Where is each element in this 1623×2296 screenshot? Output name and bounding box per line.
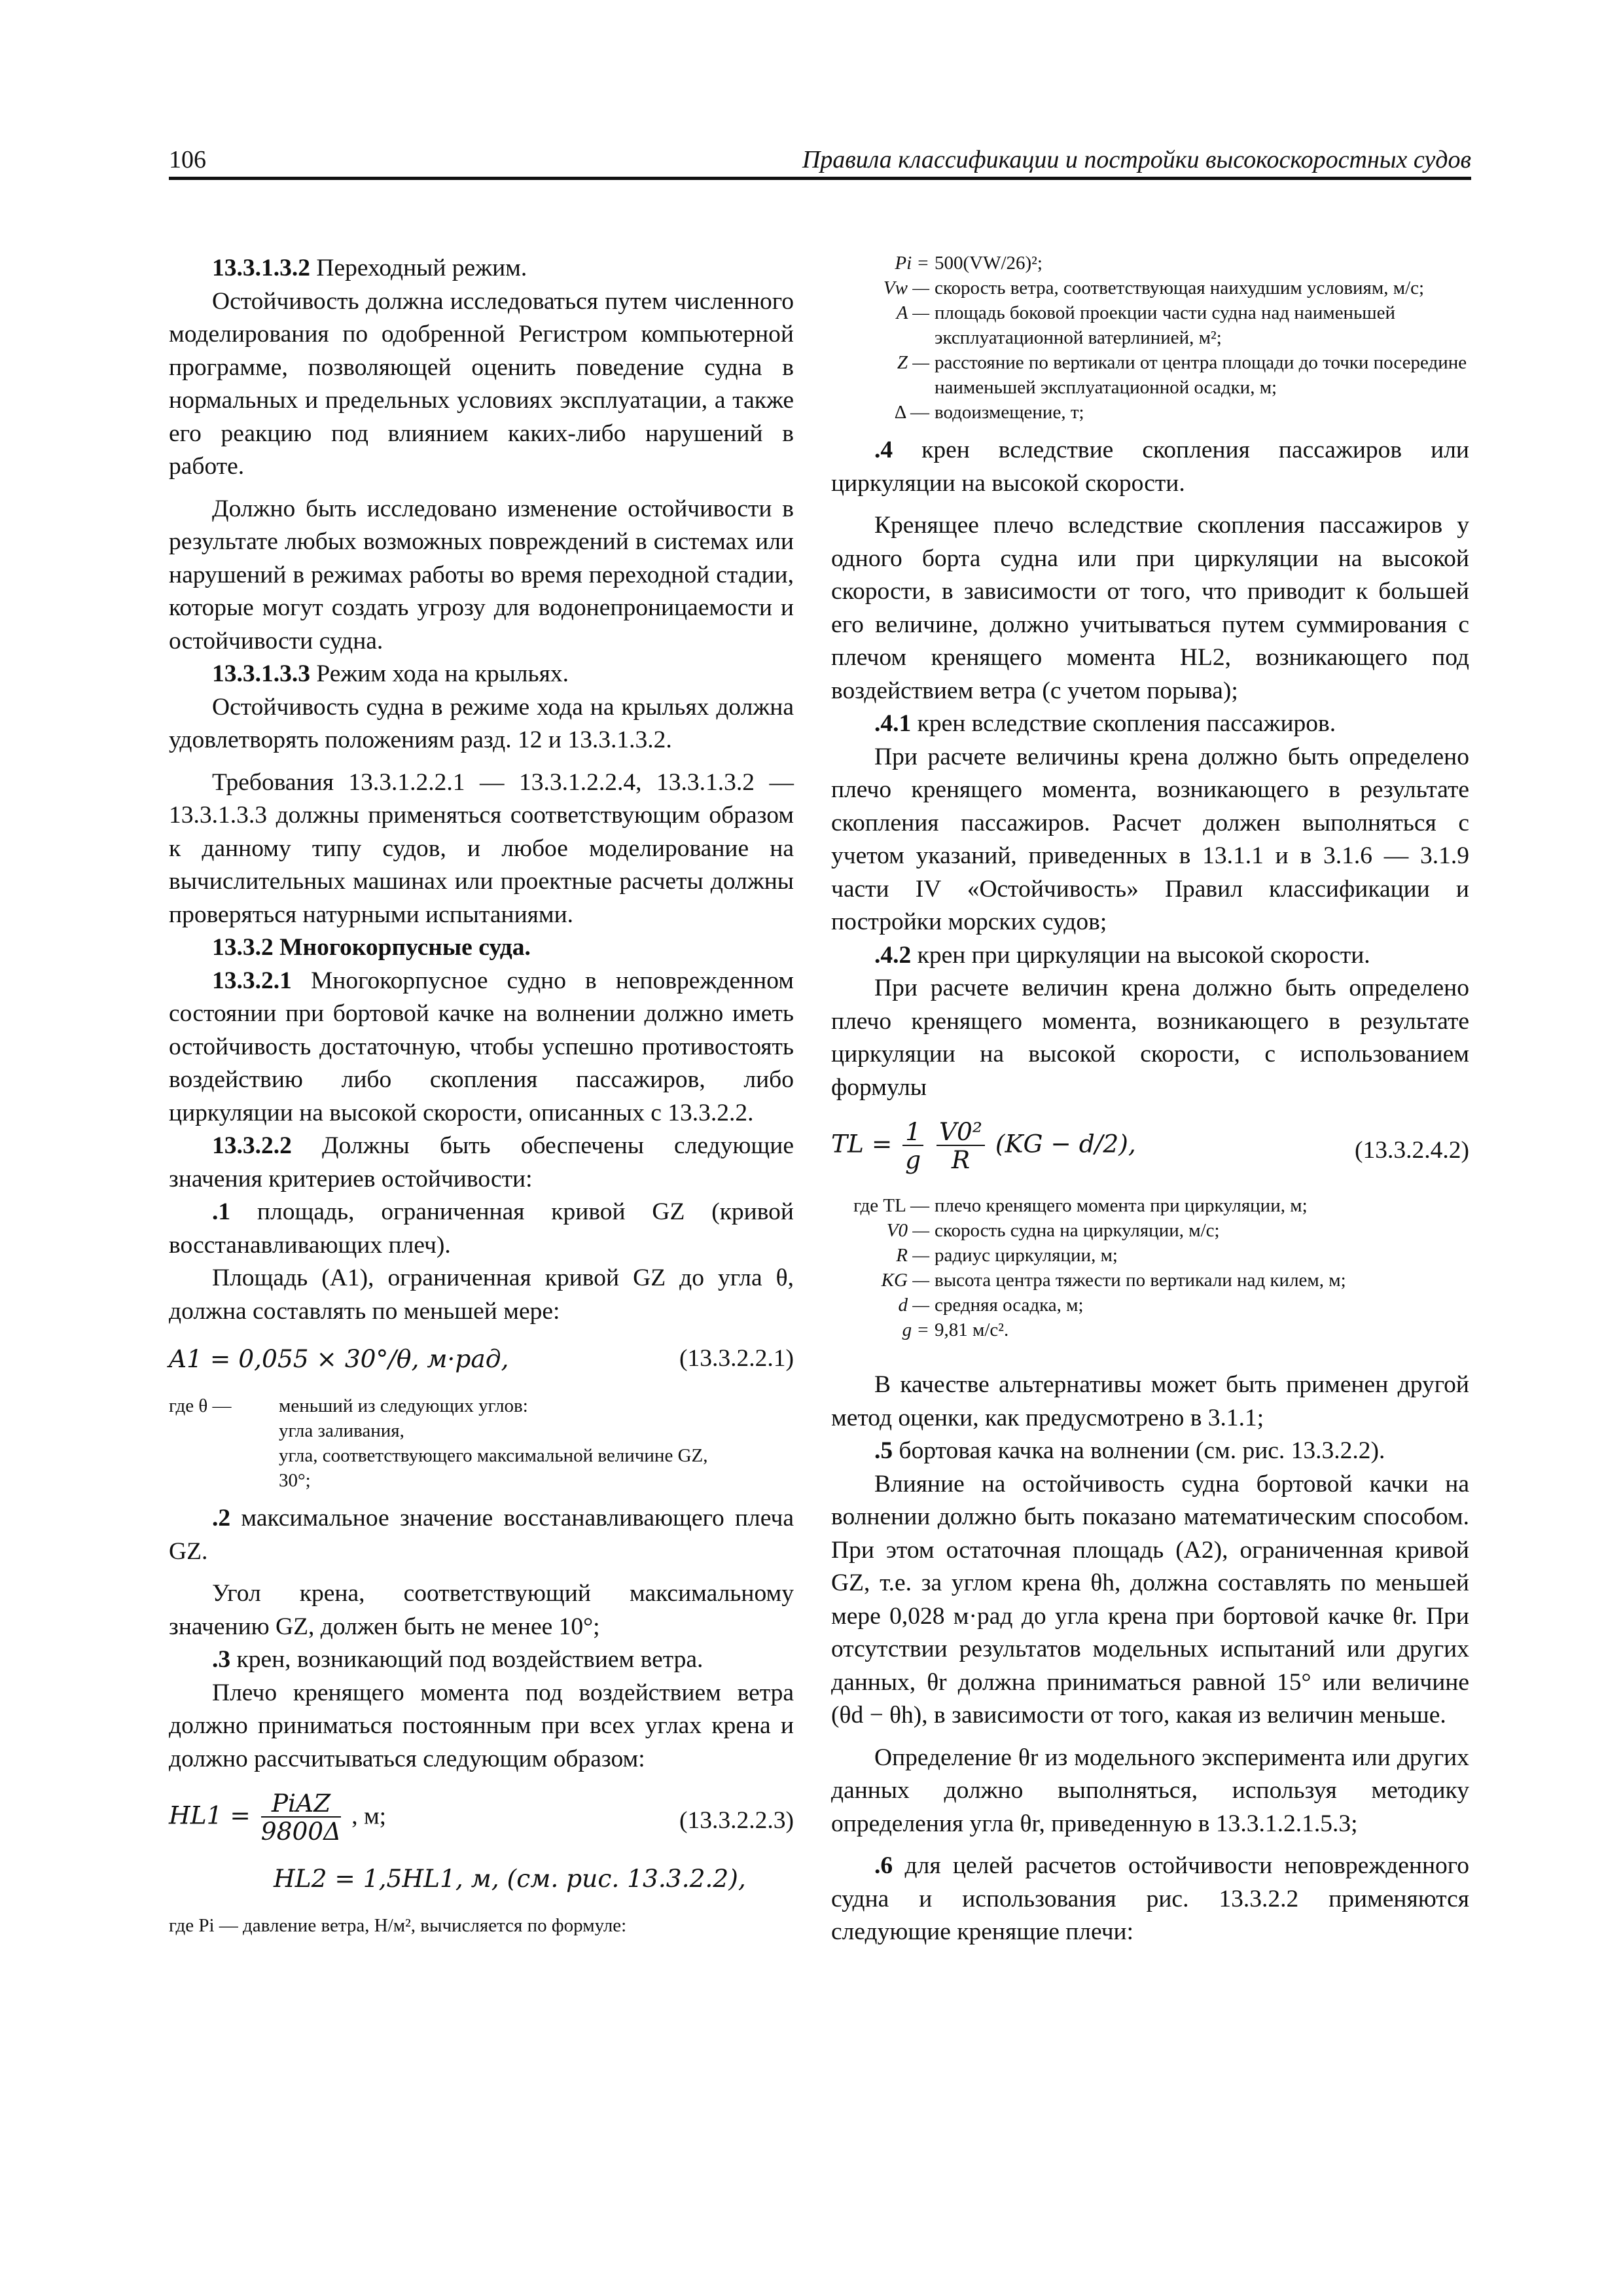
formula-body: TL = $\frac{1}{g}$ $\frac{\text{V0²}}{R}$ (KG − d/2),: [831, 1117, 1136, 1174]
header-rule: [169, 177, 1471, 180]
formula-number: (13.3.2.4.2): [1355, 1137, 1469, 1164]
paragraph: Влияние на остойчивость судна бортовой качки на волнении должно быть показано математическим способом. При этом остаточная площадь (A2), ограниченная кривой GZ, т.е. за углом крена θh, должна составлять по меньшей мере 0,028 м·рад до угла крена при бортовой качке θr. При отсутствии результатов модельных испытаний или других данных, θr должна приниматься равной 15° или величине (θd − θh), в зависимости от того, какая из величин меньше.: [831, 1470, 1469, 1729]
list-item: .3 крен, возникающий под воздействием ветра.: [212, 1646, 704, 1673]
paragraph: Площадь (A1), ограниченная кривой GZ до угла θ, должна составлять по меньшей мере:: [169, 1265, 794, 1325]
list-item: .1 площадь, ограниченная кривой GZ (кривой восстанавливающих плеч).: [169, 1198, 794, 1259]
formula: [169, 1862, 794, 1904]
list-item: .5 бортовая качка на волнении (см. рис. 13.3.2.2).: [874, 1437, 1385, 1464]
page-number: 106: [169, 146, 206, 173]
paragraph: Остойчивость судна в режиме хода на крыльях должна удовлетворять положениям разд. 12 и 13.3.1.3.2.: [169, 693, 794, 753]
right-column: [831, 252, 1469, 1949]
formula: [169, 1790, 794, 1853]
formula-legend: Pi = 500(VW/26)²; Vw — скорость ветра, соответствующая наихудшим условиям, м/с; A — площадь боковой проекции части судна над наименьшей эксплуатационной ватерлинией, м²; Z — расстояние по вертикали от центра площади до точки посередине наименьшей эксплуатационной осадки, м; Δ — водоизмещение, т;: [883, 253, 1467, 423]
list-item: .4.1 крен вследствие скопления пассажиров.: [874, 710, 1336, 737]
formula: [831, 1119, 1469, 1184]
formula-body: A1 = 0,055 × 30°/θ, м·рад,: [169, 1344, 509, 1373]
running-title: Правила классификации и постройки высокоскоростных судов: [802, 146, 1471, 173]
left-column: [169, 252, 794, 1945]
formula: [169, 1342, 794, 1384]
section-heading: 13.3.1.3.3 Режим хода на крыльях.: [212, 660, 569, 687]
paragraph: Плечо кренящего момента под воздействием ветра должно приниматься постоянным при всех углах крена и должно рассчитываться следующим образом:: [169, 1679, 794, 1772]
paragraph: Угол крена, соответствующий максимальному значению GZ, должен быть не менее 10°;: [169, 1580, 794, 1640]
formula-legend: где θ — меньший из следующих углов: угла заливания, угла, соответствующего максимальной величине GZ, 30°;: [169, 1395, 708, 1491]
paragraph: Кренящее плечо вследствие скопления пассажиров у одного борта судна или при циркуляции на высокой скорости, в зависимости от того, что приводит к большей его величине, должно учитываться путем суммирования с плечом кренящего момента HL2, возникающего под воздействием ветра (с учетом порыва);: [831, 512, 1469, 704]
paragraph: В качестве альтернативы может быть применен другой метод оценки, как предусмотрено в 3.1.1;: [831, 1371, 1469, 1431]
section-heading: 13.3.2 Многокорпусные суда.: [212, 934, 531, 961]
section-heading: 13.3.1.3.2 Переходный режим.: [212, 255, 527, 281]
list-item: .2 максимальное значение восстанавливающего плеча GZ.: [169, 1505, 794, 1565]
formula-legend: где Pi — давление ветра, Н/м², вычисляется по формуле:: [169, 1915, 627, 1936]
paragraph: При расчете величин крена должно быть определено плечо кренящего момента, возникающего в результате циркуляции на высокой скорости, с использованием формулы: [831, 975, 1469, 1101]
paragraph: 13.3.2.2 Должны быть обеспечены следующие значения критериев остойчивости:: [169, 1132, 794, 1193]
formula-body: HL1 = $\frac{\text{PiAZ}}{9800\Delta}$ , м;: [169, 1789, 387, 1846]
formula-legend: где TL — плечо кренящего момента при циркуляции, м; V0 — скорость судна на циркуляции, м/с; R — радиус циркуляции, м; KG — высота центра тяжести по вертикали над килем, м; d — средняя осадка, м; g = 9,81 м/с².: [853, 1195, 1346, 1340]
paragraph: 13.3.2.1 Многокорпусное судно в неповрежденном состоянии при бортовой качке на волнении должно иметь остойчивость достаточную, чтобы успешно противостоять воздействию либо скопления пассажиров, либо циркуляции на высокой скорости, описанных с 13.3.2.2.: [169, 967, 794, 1126]
page-header: [169, 145, 1471, 178]
paragraph: Остойчивость должна исследоваться путем численного моделирования по одобренной Регистром компьютерной программе, позволяющей оценить поведение судна в нормальных и предельных условиях эксплуатации, а также его реакцию под влиянием каких-либо нарушений в работе.: [169, 287, 794, 480]
formula-number: (13.3.2.2.3): [679, 1807, 794, 1834]
list-item: .4 крен вследствие скопления пассажиров или циркуляции на высокой скорости.: [831, 437, 1469, 497]
paragraph: Определение θr из модельного эксперимента или других данных должно выполняться, используя методику определения угла θr, приведенную в 13.3.1.2.1.5.3;: [831, 1744, 1469, 1837]
paragraph: При расчете величины крена должно быть определено плечо кренящего момента, возникающего в результате скопления пассажиров. Расчет должен выполняться с учетом указаний, приведенных в 13.1.1 и в 3.1.6 — 3.1.9 части IV «Остойчивость» Правил классификации и постройки морских судов;: [831, 743, 1469, 935]
formula-body: HL2 = 1,5HL1, м, (см. рис. 13.3.2.2),: [274, 1864, 746, 1893]
paragraph: Должно быть исследовано изменение остойчивости в результате любых возможных повреждений в системах или нарушений в режимах работы во время переходной стадии, которые могут создать угрозу для водонепроницаемости и остойчивости судна.: [169, 495, 794, 655]
formula-number: (13.3.2.2.1): [679, 1345, 794, 1372]
paragraph: Требования 13.3.1.2.2.1 — 13.3.1.2.2.4, 13.3.1.3.2 — 13.3.1.3.3 должны применяться соответствующим образом к данному типу судов, и любое моделирование на вычислительных машинах или проектные расчеты должны проверяться натурными испытаниями.: [169, 768, 794, 928]
list-item: .6 для целей расчетов остойчивости неповрежденного судна и использования рис. 13.3.2.2 применяются следующие кренящие плечи:: [831, 1852, 1469, 1945]
list-item: .4.2 крен при циркуляции на высокой скорости.: [874, 941, 1370, 969]
